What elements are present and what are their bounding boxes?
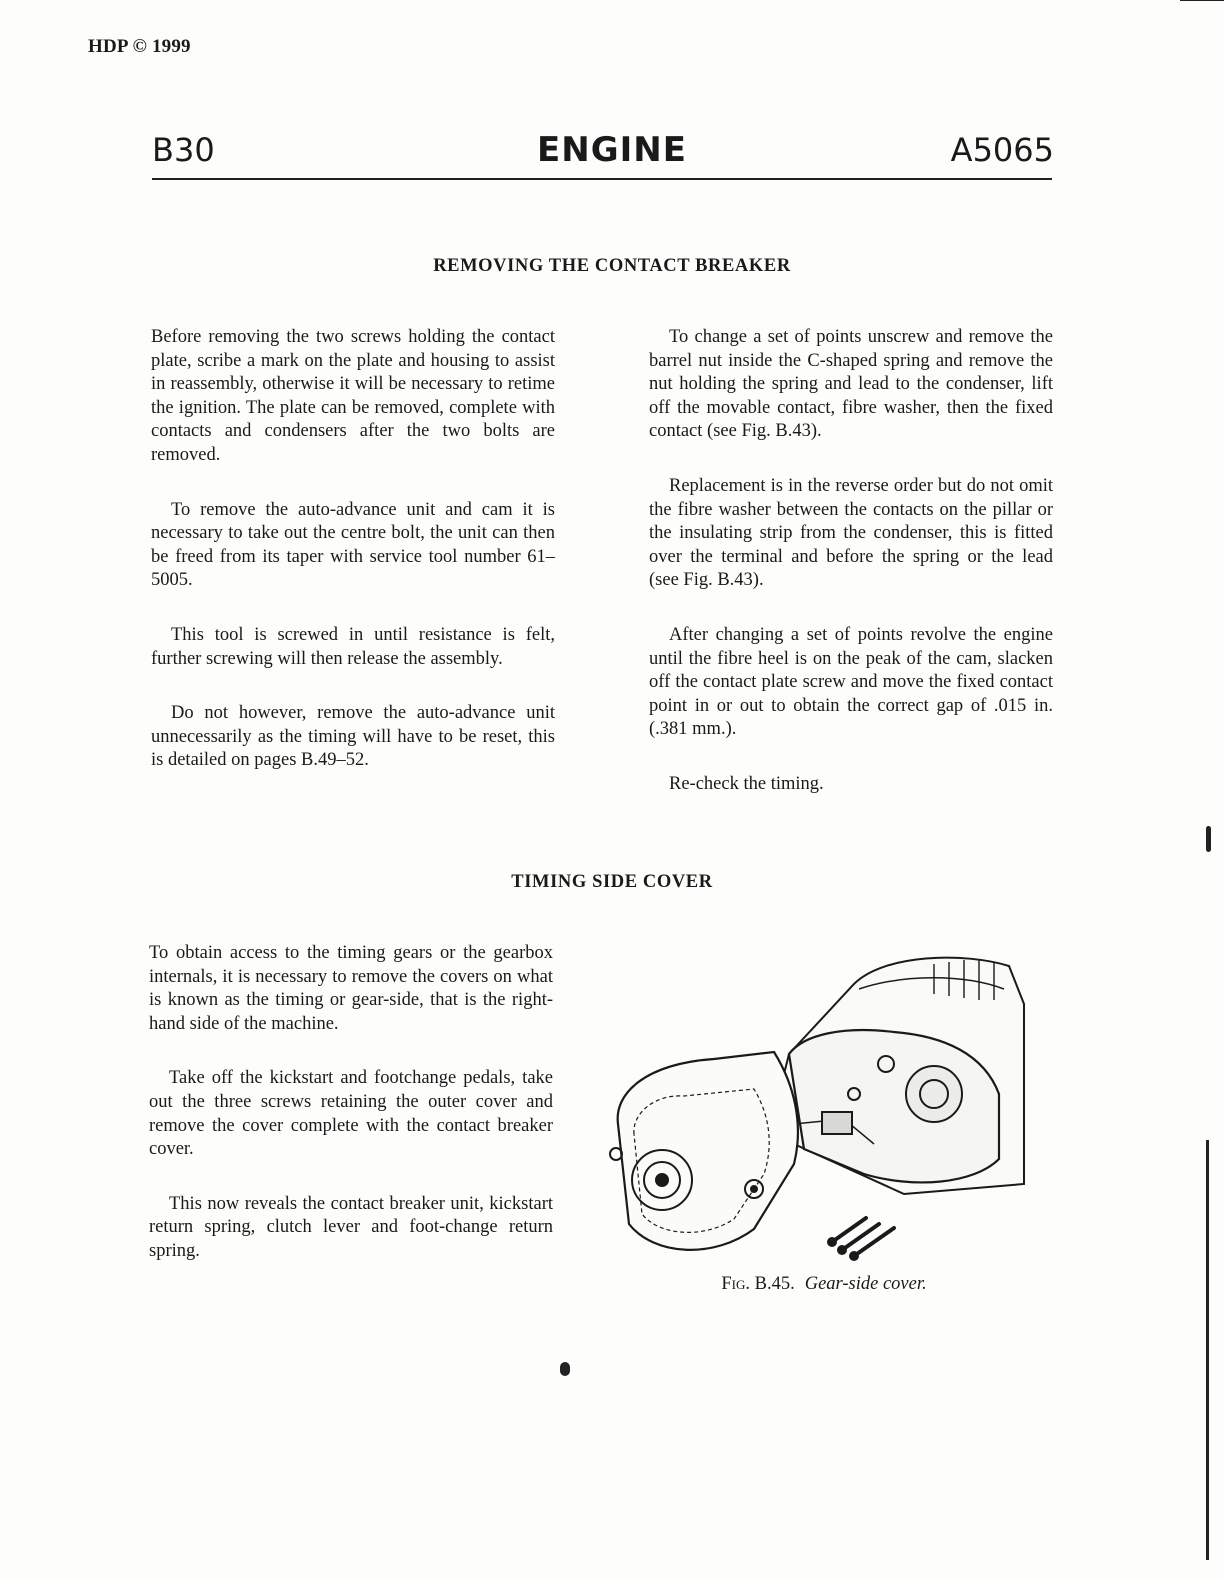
left-column-timing-cover xyxy=(149,942,553,1295)
header-rule xyxy=(152,178,1052,180)
section-title-timing-side-cover: TIMING SIDE COVER xyxy=(511,872,713,892)
paragraph: This tool is screwed in until resistance is felt, further screwing will then release the assembly. xyxy=(151,624,555,669)
paragraph: After changing a set of points revolve the engine until the fibre heel is on the peak of the cam, slacken off the contact plate screw and move the fixed contact point in or out to obtain the correct gap of .015 in. (.381 mm.). xyxy=(649,624,1053,740)
copyright-notice: HDP © 1999 xyxy=(88,36,191,57)
paragraph: To obtain access to the timing gears or the gearbox internals, it is necessary to remove the covers on what is known as the timing or gear-side, that is the right-hand side of the machine. xyxy=(149,943,553,1034)
paragraph: This now reveals the contact breaker unit, kickstart return spring, clutch lever and foot-change return spring. xyxy=(149,1193,553,1261)
page-code: B30 xyxy=(152,131,215,169)
page-title: ENGINE xyxy=(537,130,687,170)
gear-side-cover-illustration xyxy=(604,944,1044,1274)
figure-caption xyxy=(604,1274,1044,1295)
figure-caption-text: Gear-side cover. xyxy=(804,1274,927,1294)
paragraph: Replacement is in the reverse order but do not omit the fibre washer between the contacts on the pillar or the insulating strip from the condenser, this is fitted over the terminal and before the spring or the lead (see Fig. B.43). xyxy=(649,475,1053,591)
paragraph: Take off the kickstart and footchange pedals, take out the three screws retaining the outer cover and remove the cover complete with the contact breaker cover. xyxy=(149,1068,553,1160)
paragraph: To change a set of points unscrew and remove the barrel nut inside the C-shaped spring and remove the nut holding the spring and lead to the condenser, lift off the movable contact, fibre washer, then the fixed contact (see Fig. B.43). xyxy=(649,327,1053,442)
left-column-contact-breaker xyxy=(151,326,555,804)
scan-edge-line xyxy=(1180,0,1224,1)
figure-number: Fig. B.45. xyxy=(721,1274,795,1294)
gear-side-cover-drawing xyxy=(604,944,1044,1274)
paragraph: Re-check the timing. xyxy=(669,773,824,794)
scan-edge-line xyxy=(1206,1140,1209,1560)
scan-mark xyxy=(1206,826,1211,852)
scan-mark xyxy=(560,1362,570,1376)
right-column-contact-breaker xyxy=(649,326,1053,828)
section-title-contact-breaker: REMOVING THE CONTACT BREAKER xyxy=(433,256,791,276)
paragraph: To remove the auto-advance unit and cam it is necessary to take out the centre bolt, the unit can then be freed from its taper with service tool number 61–5005. xyxy=(151,499,555,591)
paragraph: Do not however, remove the auto-advance unit unnecessarily as the timing will have to be reset, this is detailed on pages B.49–52. xyxy=(151,703,555,771)
part-number: A5065 xyxy=(950,131,1054,169)
paragraph: Before removing the two screws holding the contact plate, scribe a mark on the plate and housing to assist in reassembly, otherwise it will be necessary to retime the ignition. The plate can be removed, complete with contacts and condensers after the two bolts are removed. xyxy=(151,327,555,465)
